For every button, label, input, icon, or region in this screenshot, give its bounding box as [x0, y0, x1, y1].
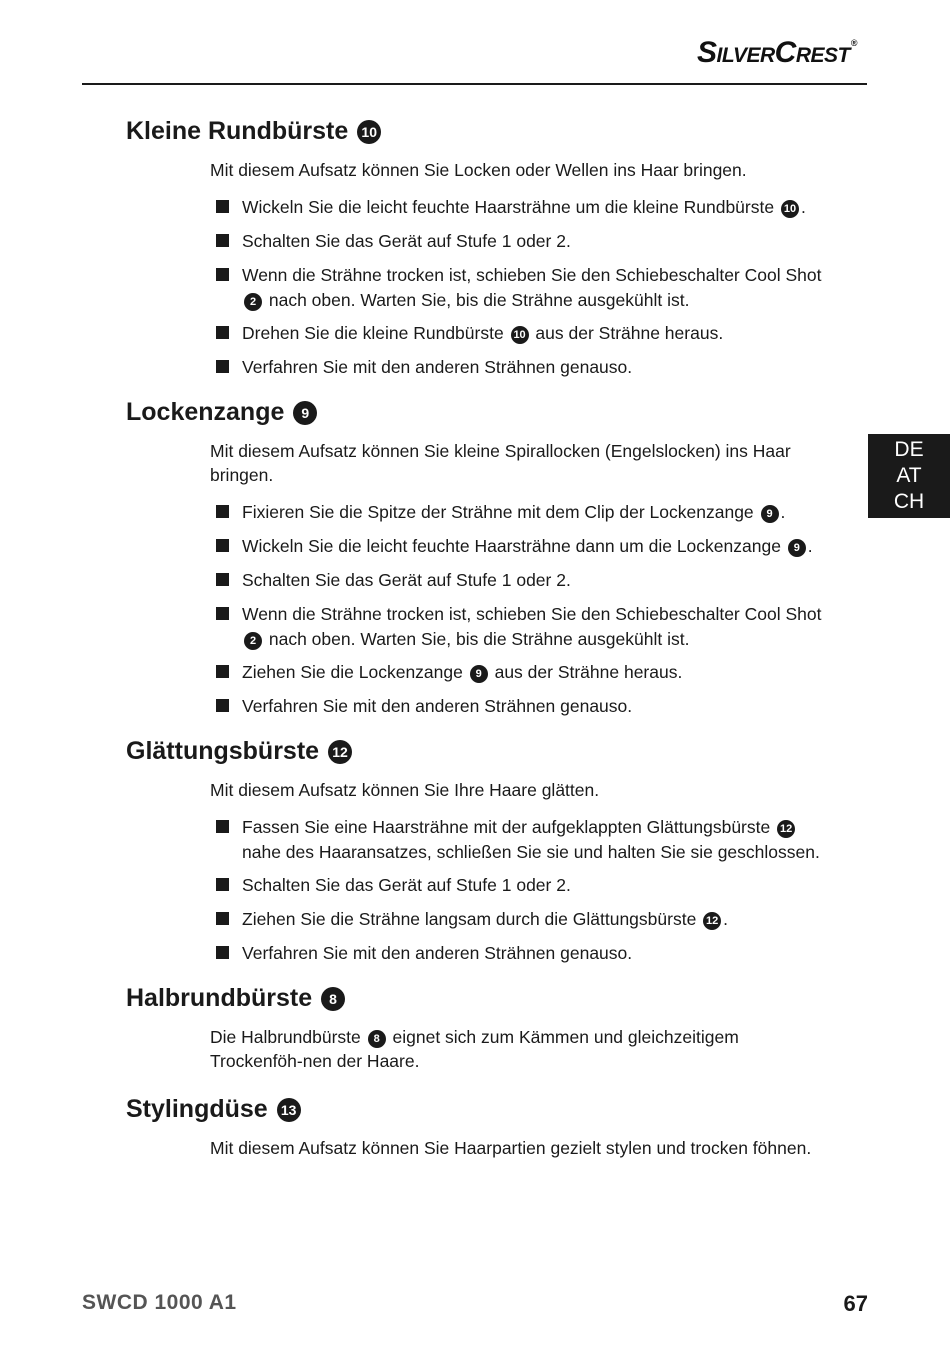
square-bullet-icon — [216, 268, 229, 281]
square-bullet-icon — [216, 946, 229, 959]
section-intro: Mit diesem Aufsatz können Sie Locken oder Wellen ins Haar bringen. — [210, 160, 747, 180]
section-intro: Mit diesem Aufsatz können Sie Haarpartien gezielt stylen und trocken föhnen. — [210, 1138, 812, 1158]
list-item — [216, 568, 836, 593]
list-item — [216, 534, 836, 559]
section-heading — [126, 398, 319, 427]
square-bullet-icon — [216, 326, 229, 339]
header-rule — [82, 83, 867, 85]
item-text: Wickeln Sie die leicht feuchte Haarsträhne dann um die Lockenzange — [242, 536, 786, 556]
registered-mark: ® — [850, 38, 857, 48]
lang-ch: CH — [893, 490, 925, 513]
list-item — [216, 602, 836, 651]
part-number-badge: 2 — [244, 293, 262, 311]
item-text: Fassen Sie eine Haarsträhne mit der aufgeklappten Glättungsbürste — [242, 817, 776, 837]
list-item — [216, 229, 836, 254]
item-text: . — [800, 197, 806, 217]
lang-at: AT — [896, 464, 922, 487]
intro-text: Die Halbrundbürste — [210, 1027, 366, 1047]
part-number-badge: 9 — [470, 665, 488, 683]
item-text: Ziehen Sie die Strähne langsam durch die Glättungsbürste — [242, 909, 702, 929]
part-number-badge: 9 — [761, 505, 779, 523]
item-text: nahe des Haaransatzes, schließen Sie sie und halten Sie sie geschlossen. — [242, 841, 820, 862]
item-text: . — [807, 536, 813, 556]
square-bullet-icon — [216, 820, 229, 833]
part-number-badge: 10 — [781, 200, 799, 218]
page-number: 67 — [843, 1291, 868, 1316]
section-title: Stylingdüse — [126, 1095, 268, 1123]
item-text: Schalten Sie das Gerät auf Stufe 1 oder 2. — [242, 231, 571, 251]
list-item — [216, 321, 836, 346]
item-text: Verfahren Sie mit den anderen Strähnen genauso. — [242, 943, 633, 963]
item-text: Verfahren Sie mit den anderen Strähnen genauso. — [242, 696, 633, 716]
lang-de: DE — [894, 438, 924, 461]
list-item — [216, 815, 836, 864]
brand-name: SilverCrest — [696, 36, 850, 69]
part-number-badge: 12 — [703, 912, 721, 930]
square-bullet-icon — [216, 699, 229, 712]
section-title: Halbrundbürste — [126, 984, 313, 1012]
part-number-badge: 10 — [357, 120, 381, 144]
item-text: Wenn die Strähne trocken ist, schieben Sie den Schiebeschalter Cool Shot — [242, 604, 822, 624]
list-item — [216, 195, 836, 220]
square-bullet-icon — [216, 607, 229, 620]
square-bullet-icon — [216, 539, 229, 552]
intro-text: eignet sich zum Kämmen und gleichzeitigem Trockenföh-nen der Haare. — [210, 1027, 739, 1071]
part-number-badge: 12 — [328, 740, 352, 764]
part-number-badge: 8 — [321, 987, 345, 1011]
list-item — [216, 873, 836, 898]
section-title: Glättungsbürste — [126, 737, 320, 765]
list-item — [216, 355, 836, 380]
item-text: nach oben. Warten Sie, bis die Strähne ausgekühlt ist. — [264, 628, 690, 649]
item-text: Ziehen Sie die Lockenzange — [242, 662, 468, 682]
list-item — [216, 694, 836, 719]
part-number-badge: 2 — [244, 632, 262, 650]
square-bullet-icon — [216, 200, 229, 213]
section-intro — [210, 1025, 830, 1073]
item-text: Fixieren Sie die Spitze der Strähne mit dem Clip der Lockenzange — [242, 502, 759, 522]
part-number-badge: 12 — [777, 820, 795, 838]
section-title: Kleine Rundbürste — [126, 117, 349, 145]
list-item — [216, 500, 836, 525]
list-item — [216, 263, 836, 312]
square-bullet-icon — [216, 573, 229, 586]
square-bullet-icon — [216, 912, 229, 925]
section-title: Lockenzange — [126, 398, 285, 426]
section-intro: Mit diesem Aufsatz können Sie Ihre Haare glätten. — [210, 780, 600, 800]
item-text: aus der Strähne heraus. — [489, 662, 683, 682]
square-bullet-icon — [216, 360, 229, 373]
section-heading — [126, 984, 347, 1013]
square-bullet-icon — [216, 665, 229, 678]
section-heading — [126, 117, 383, 146]
item-text: Wenn die Strähne trocken ist, schieben Sie den Schiebeschalter Cool Shot — [242, 265, 822, 285]
part-number-badge: 8 — [368, 1030, 386, 1048]
language-tab — [868, 434, 950, 518]
item-text: Schalten Sie das Gerät auf Stufe 1 oder 2. — [242, 570, 571, 590]
list-item — [216, 907, 836, 932]
item-text: . — [723, 909, 729, 929]
item-text: Verfahren Sie mit den anderen Strähnen genauso. — [242, 357, 633, 377]
section-heading — [126, 1095, 303, 1124]
item-text: Drehen Sie die kleine Rundbürste — [242, 323, 509, 343]
square-bullet-icon — [216, 505, 229, 518]
part-number-badge: 9 — [293, 401, 317, 425]
part-number-badge: 13 — [277, 1098, 301, 1122]
part-number-badge: 10 — [511, 326, 529, 344]
section-heading — [126, 737, 354, 766]
footer-model: SWCD 1000 A1 — [82, 1291, 237, 1314]
item-text: Wickeln Sie die leicht feuchte Haarsträhne um die kleine Rundbürste — [242, 197, 779, 217]
list-item — [216, 941, 836, 966]
section-intro: Mit diesem Aufsatz können Sie kleine Spirallocken (Engelslocken) ins Haar bringen. — [210, 441, 791, 485]
item-text: aus der Strähne heraus. — [530, 323, 724, 343]
list-item — [216, 660, 836, 685]
item-text: nach oben. Warten Sie, bis die Strähne ausgekühlt ist. — [264, 289, 690, 310]
item-text: Schalten Sie das Gerät auf Stufe 1 oder 2. — [242, 875, 571, 895]
square-bullet-icon — [216, 234, 229, 247]
part-number-badge: 9 — [788, 539, 806, 557]
square-bullet-icon — [216, 878, 229, 891]
brand-logo — [697, 36, 857, 70]
item-text: . — [780, 502, 786, 522]
